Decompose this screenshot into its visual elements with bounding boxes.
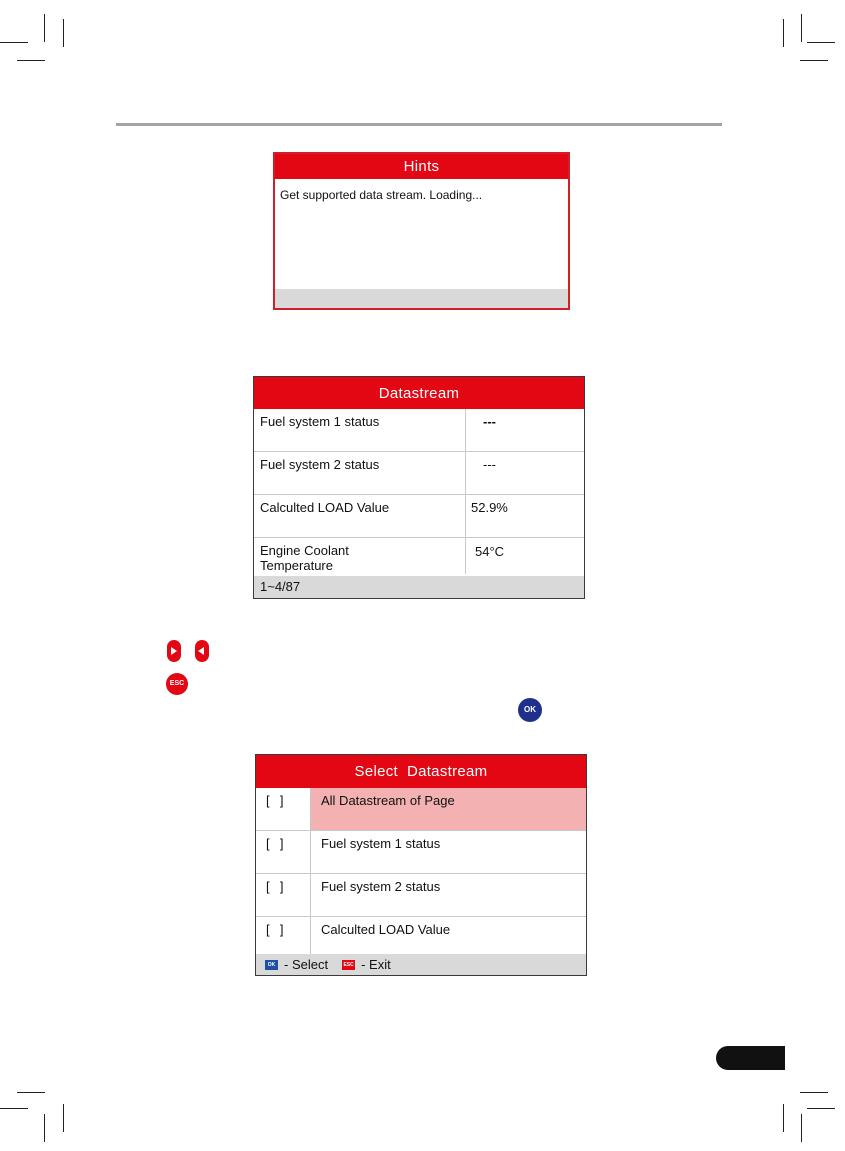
crop-mark	[783, 1104, 784, 1132]
hints-dialog	[273, 152, 570, 310]
esc-icon: ESC	[169, 680, 185, 687]
checkbox[interactable]: [ ]	[256, 831, 311, 873]
crop-mark	[44, 1114, 45, 1142]
datastream-screen	[253, 376, 585, 599]
datastream-row[interactable]	[254, 409, 584, 452]
datastream-row[interactable]	[254, 495, 584, 538]
column-divider	[465, 452, 466, 494]
column-divider	[465, 538, 466, 574]
datastream-name: Fuel system 1 status	[260, 414, 380, 429]
crop-mark	[0, 1108, 28, 1109]
select-footer	[256, 954, 586, 975]
select-hint: - Select	[284, 957, 329, 972]
checkbox[interactable]: [ ]	[256, 788, 311, 830]
crop-mark	[800, 1092, 828, 1093]
datastream-value: 54°C	[475, 544, 505, 559]
hints-footer	[275, 289, 568, 308]
datastream-value: 52.9%	[471, 500, 508, 515]
esc-button[interactable]	[166, 673, 188, 695]
crop-mark	[800, 60, 828, 61]
select-row-label: Calculted LOAD Value	[321, 922, 451, 937]
select-row-label: All Datastream of Page	[321, 793, 455, 808]
select-row[interactable]	[256, 788, 586, 831]
page-number-tab	[716, 1046, 785, 1070]
crop-mark	[17, 60, 45, 61]
crop-mark	[801, 1114, 802, 1142]
column-divider	[465, 495, 466, 537]
datastream-name: Engine Coolant Temperature	[260, 543, 349, 573]
datastream-name: Fuel system 2 status	[260, 457, 380, 472]
select-row[interactable]	[256, 917, 586, 954]
crop-mark	[807, 1108, 835, 1109]
ok-key-icon: OK	[265, 960, 278, 970]
datastream-row[interactable]	[254, 538, 584, 574]
select-row[interactable]	[256, 831, 586, 874]
esc-key-icon: ESC	[343, 961, 354, 968]
crop-mark	[807, 42, 835, 43]
hints-message: Get supported data stream. Loading...	[280, 188, 483, 202]
crop-mark	[0, 42, 28, 43]
right-arrow-icon	[171, 647, 177, 655]
exit-hint: - Exit	[361, 957, 391, 972]
datastream-title: Datastream	[254, 377, 584, 409]
datastream-value: ---	[483, 457, 496, 472]
datastream-page-indicator: 1~4/87	[254, 576, 584, 598]
select-datastream-title: Select Datastream	[256, 755, 586, 788]
column-divider	[465, 409, 466, 451]
crop-mark	[63, 19, 64, 47]
ok-icon: OK	[524, 705, 536, 714]
header-rule	[116, 123, 722, 126]
datastream-name: Calculted LOAD Value	[260, 500, 390, 515]
checkbox[interactable]: [ ]	[256, 917, 311, 954]
left-arrow-icon	[198, 647, 204, 655]
crop-mark	[783, 19, 784, 47]
hints-title: Hints	[275, 154, 568, 179]
right-arrow-button[interactable]	[167, 640, 181, 662]
select-datastream-screen	[255, 754, 587, 976]
select-row-label: Fuel system 2 status	[321, 879, 441, 894]
ok-button[interactable]	[518, 698, 542, 722]
crop-mark	[44, 14, 45, 42]
datastream-value: ---	[483, 414, 496, 429]
crop-mark	[17, 1092, 45, 1093]
crop-mark	[801, 14, 802, 42]
left-arrow-button[interactable]	[195, 640, 209, 662]
select-row[interactable]	[256, 874, 586, 917]
crop-mark	[63, 1104, 64, 1132]
datastream-row[interactable]	[254, 452, 584, 495]
select-row-label: Fuel system 1 status	[321, 836, 441, 851]
checkbox[interactable]: [ ]	[256, 874, 311, 916]
